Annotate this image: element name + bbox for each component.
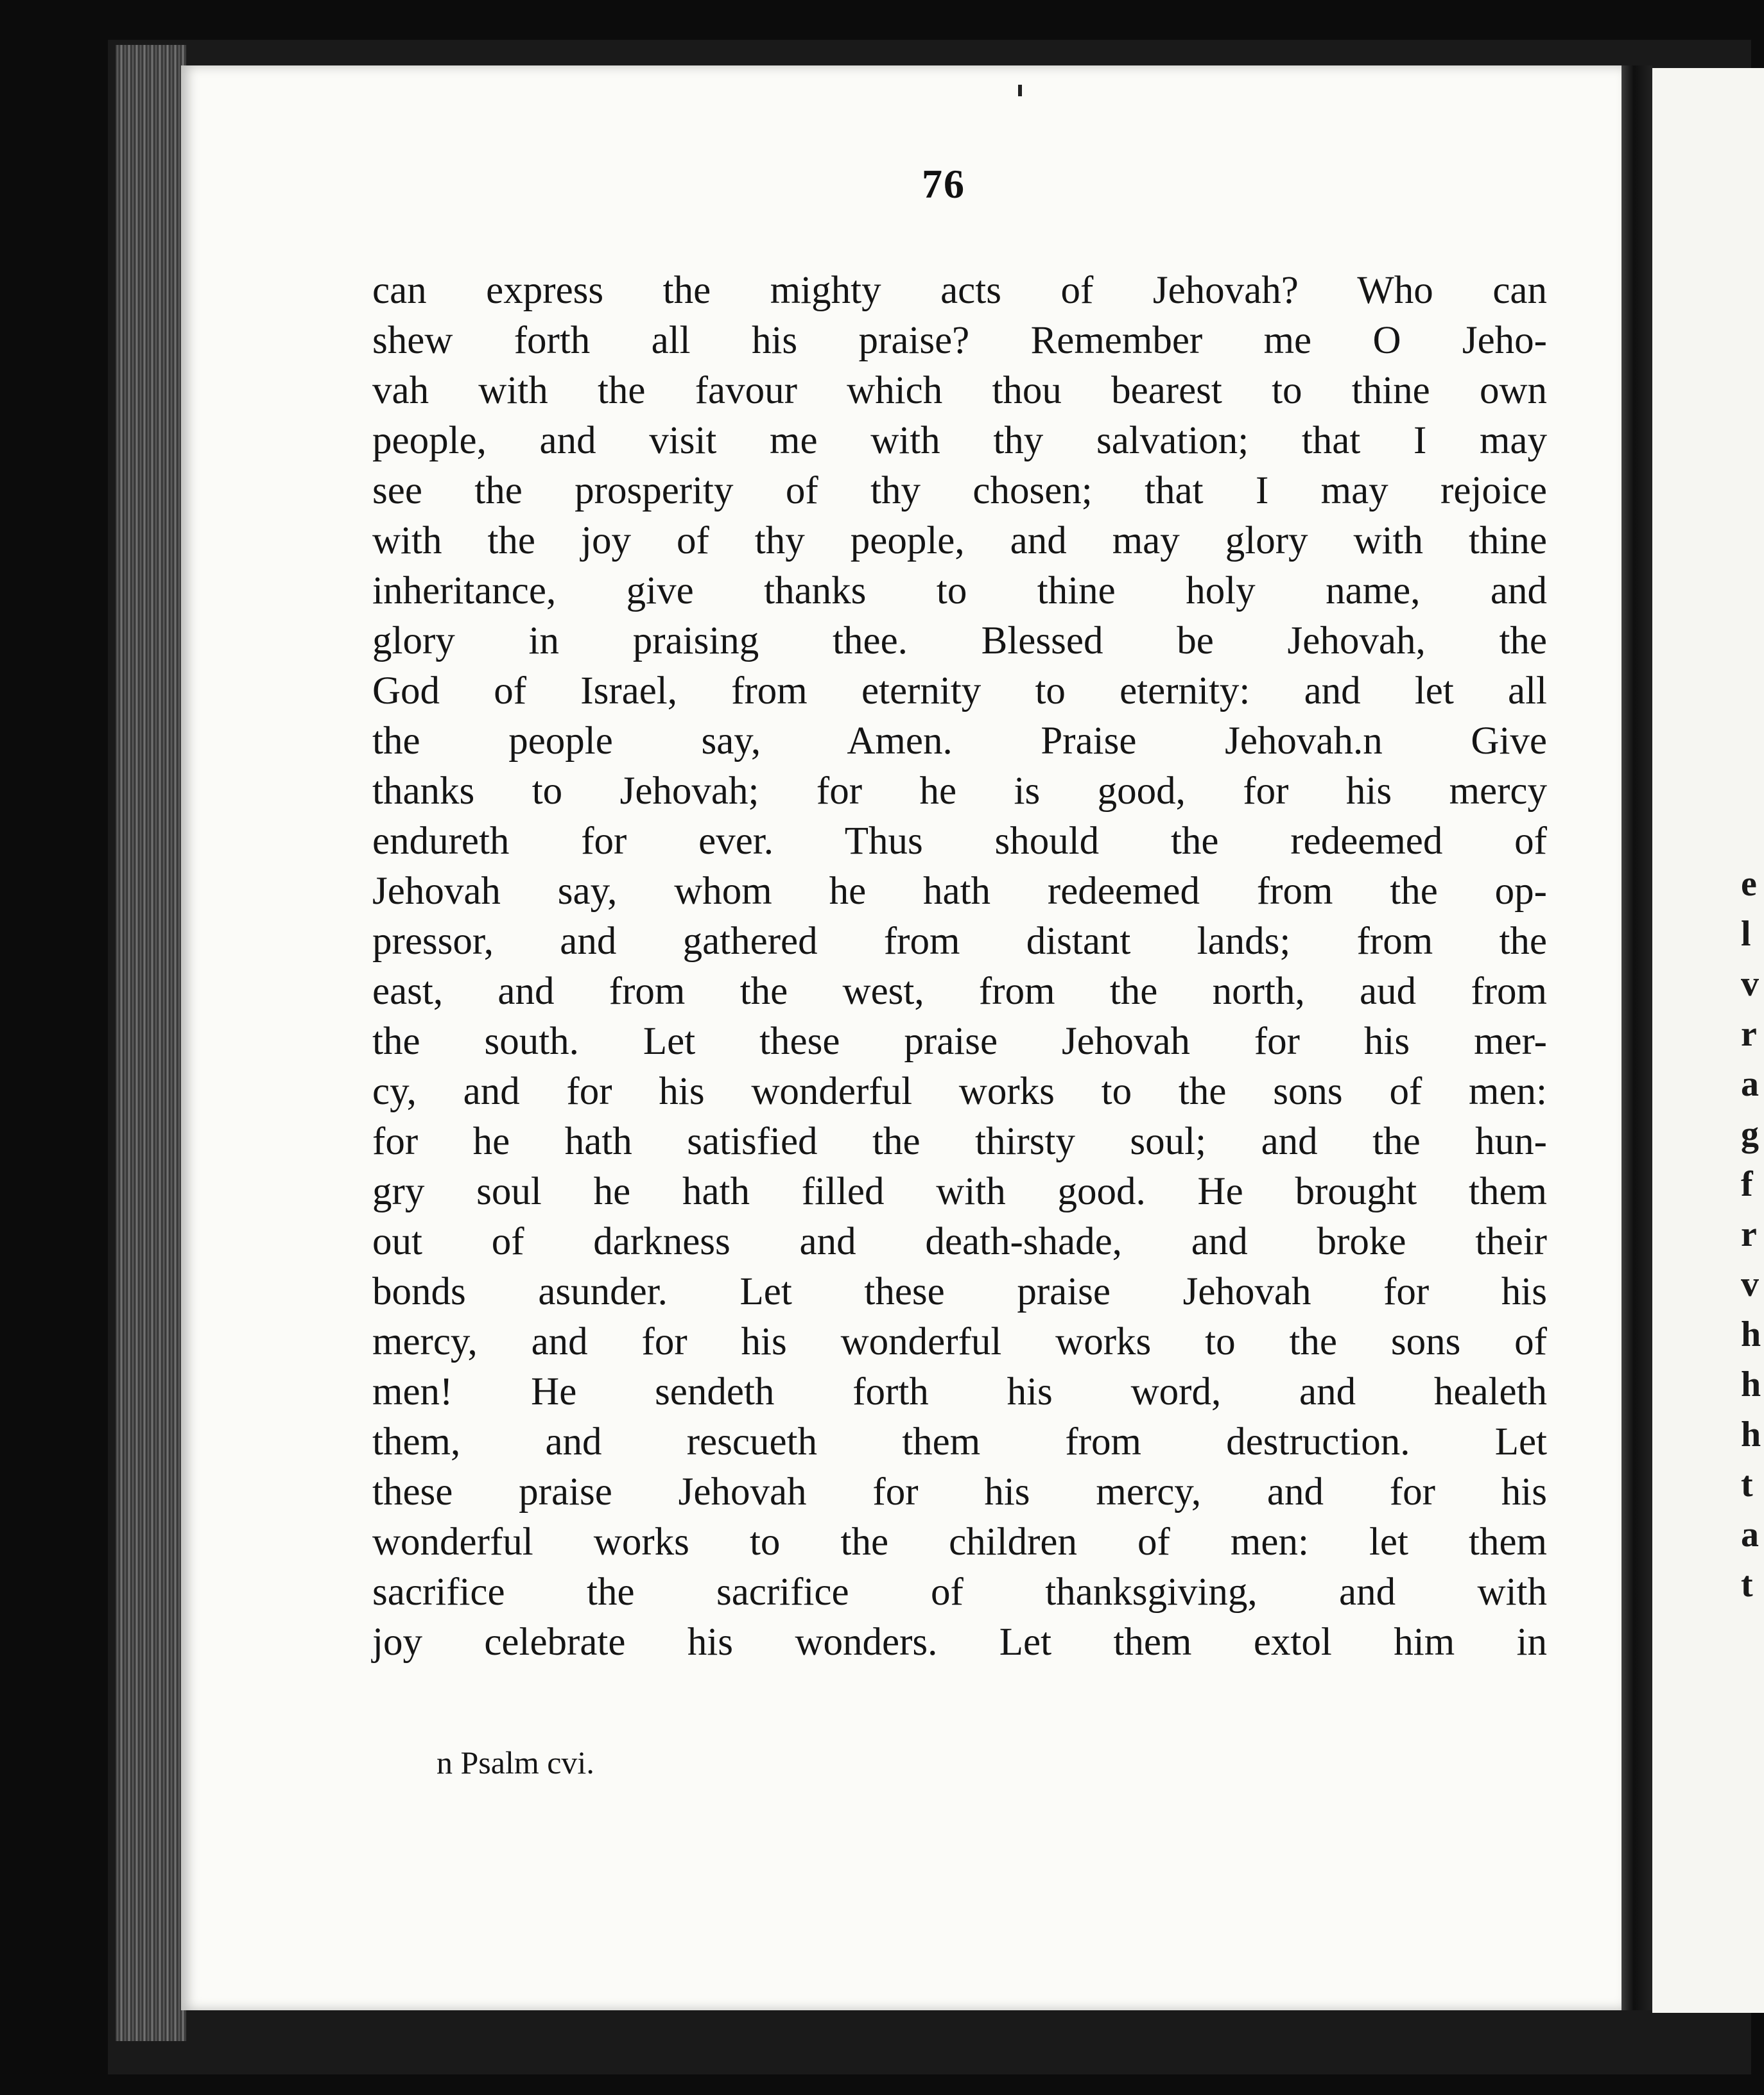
text-line: inheritance, give thanks to thine holy name, and xyxy=(372,569,1547,612)
text-line: with the joy of thy people, and may glory with thine xyxy=(372,519,1547,562)
book-gutter xyxy=(1621,65,1652,2010)
facing-page-letter: h xyxy=(1741,1315,1761,1354)
text-line: shew forth all his praise? Remember me O Jeho- xyxy=(372,319,1547,362)
text-line: sacrifice the sacrifice of thanksgiving, and with xyxy=(372,1571,1547,1614)
text-line: these praise Jehovah for his mercy, and for his xyxy=(372,1470,1547,1513)
text-line: Jehovah say, whom he hath redeemed from the op- xyxy=(372,870,1547,913)
facing-page-letter: h xyxy=(1741,1365,1761,1404)
facing-page-letter: r xyxy=(1741,1014,1757,1054)
text-line: for he hath satisfied the thirsty soul; and the hun- xyxy=(372,1120,1547,1163)
facing-page-letter: f xyxy=(1741,1164,1753,1204)
text-line: glory in praising thee. Blessed be Jehovah, the xyxy=(372,619,1547,662)
text-line: them, and rescueth them from destruction. Let xyxy=(372,1420,1547,1463)
text-line: see the prosperity of thy chosen; that I may rejoice xyxy=(372,469,1547,512)
text-line: bonds asunder. Let these praise Jehovah for his xyxy=(372,1270,1547,1313)
facing-page-letter: l xyxy=(1741,914,1751,954)
text-line: men! He sendeth forth his word, and healeth xyxy=(372,1370,1547,1413)
facing-page-letter: a xyxy=(1741,1064,1759,1104)
text-line: the south. Let these praise Jehovah for his mer- xyxy=(372,1020,1547,1063)
text-line: pressor, and gathered from distant lands; from the xyxy=(372,920,1547,963)
page-number: 76 xyxy=(922,161,965,207)
facing-page-letter: v xyxy=(1741,964,1759,1004)
body-text xyxy=(372,266,1547,1668)
facing-page-letter: e xyxy=(1741,864,1757,904)
text-line: endureth for ever. Thus should the redeemed of xyxy=(372,820,1547,863)
page-edges xyxy=(116,45,186,2041)
text-line: thanks to Jehovah; for he is good, for his mercy xyxy=(372,770,1547,813)
facing-page-letter: t xyxy=(1741,1465,1753,1504)
text-line: east, and from the west, from the north, aud from xyxy=(372,970,1547,1013)
text-line: vah with the favour which thou bearest to thine own xyxy=(372,369,1547,412)
text-line: cy, and for his wonderful works to the sons of men: xyxy=(372,1070,1547,1113)
text-line: out of darkness and death-shade, and broke their xyxy=(372,1220,1547,1263)
text-line: can express the mighty acts of Jehovah? Who can xyxy=(372,269,1547,312)
text-line: the people say, Amen. Praise Jehovah.n Give xyxy=(372,720,1547,763)
text-line: people, and visit me with thy salvation; that I may xyxy=(372,419,1547,462)
facing-page-letter: g xyxy=(1741,1114,1759,1154)
text-line: gry soul he hath filled with good. He brought them xyxy=(372,1170,1547,1213)
facing-page-letter: r xyxy=(1741,1214,1757,1254)
facing-page-edge-text xyxy=(1741,859,1764,1610)
facing-page-letter: v xyxy=(1741,1264,1759,1304)
facing-page-letter: a xyxy=(1741,1515,1759,1555)
facing-page-letter: h xyxy=(1741,1415,1761,1454)
text-line: wonderful works to the children of men: let them xyxy=(372,1521,1547,1564)
text-line: joy celebrate his wonders. Let them extol him in xyxy=(372,1621,1547,1664)
text-line: mercy, and for his wonderful works to the sons of xyxy=(372,1320,1547,1363)
print-mark xyxy=(1018,85,1022,96)
facing-page-letter: t xyxy=(1741,1565,1753,1605)
footnote: n Psalm cvi. xyxy=(437,1745,594,1780)
text-line: God of Israel, from eternity to eternity: and let all xyxy=(372,669,1547,712)
